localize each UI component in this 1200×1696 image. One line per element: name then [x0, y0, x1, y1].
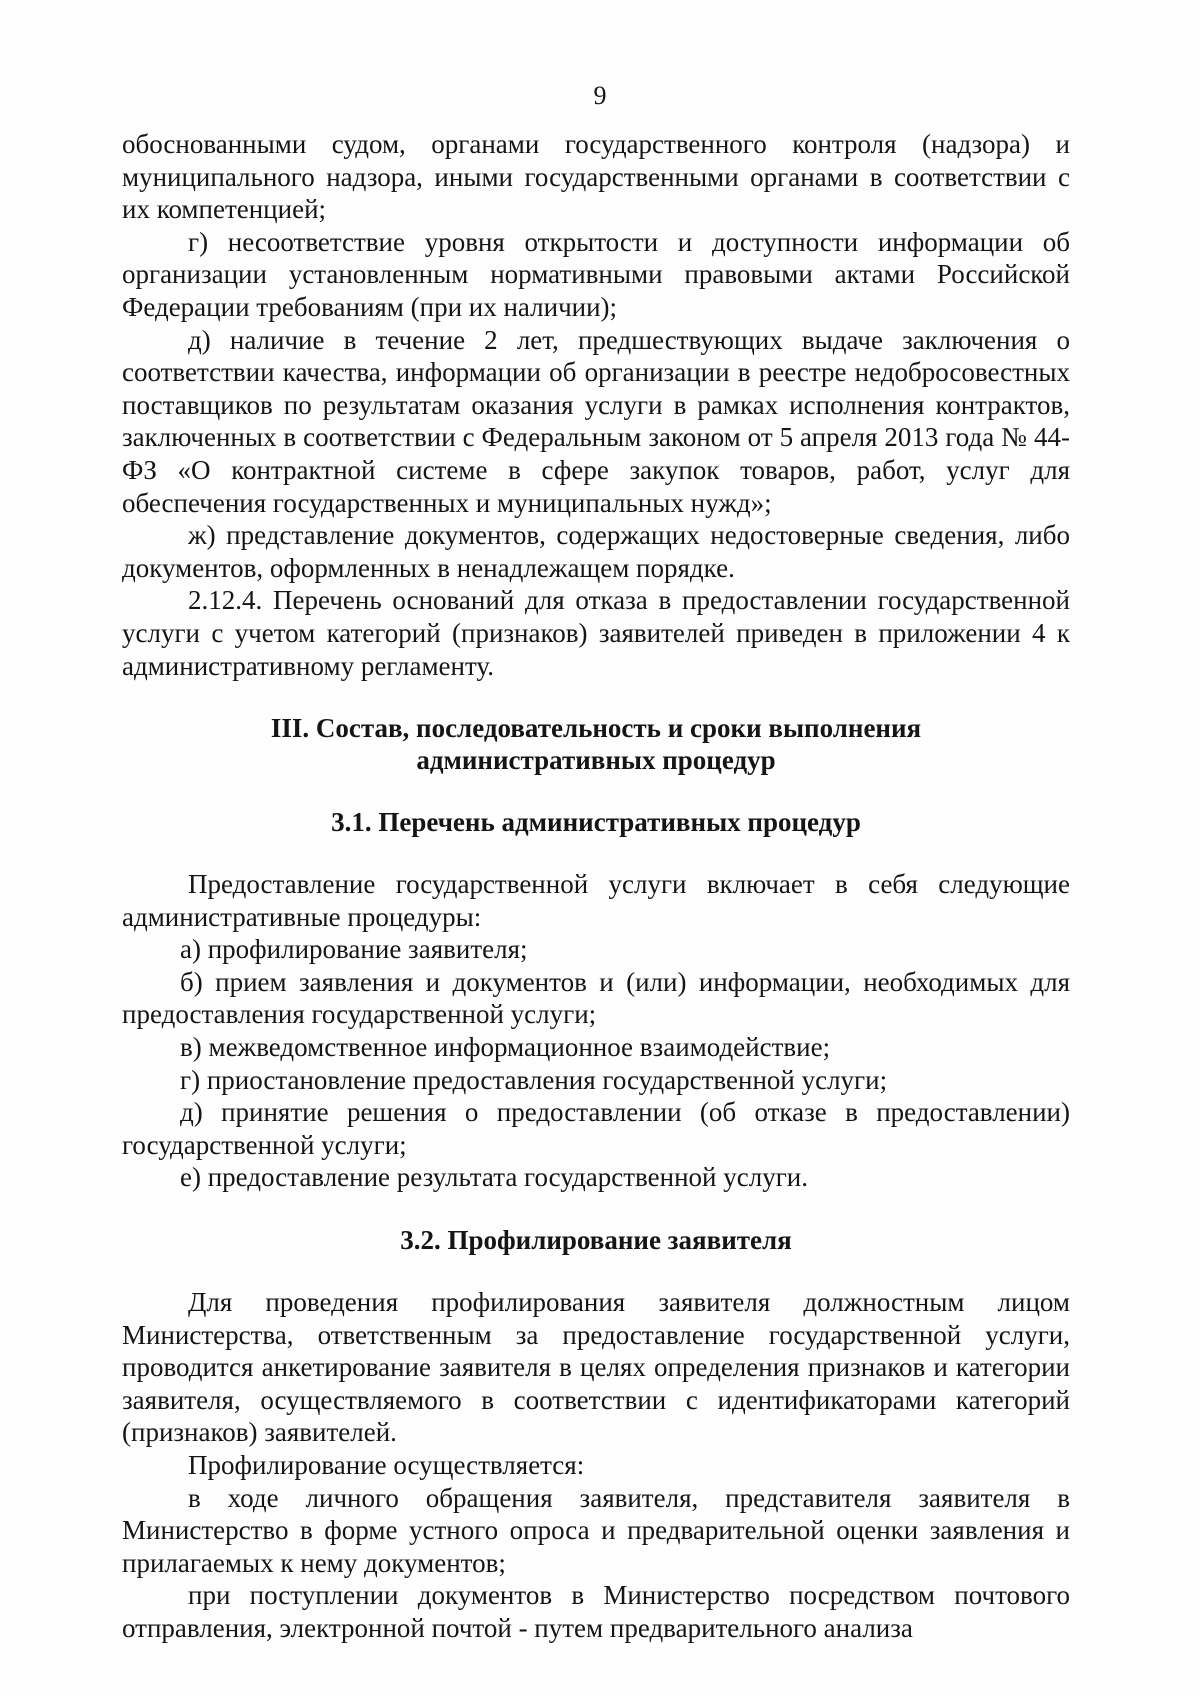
- procedure-item: е) предоставление результата государственной услуги.: [180, 1162, 808, 1193]
- procedure-item: в) межведомственное информационное взаимодействие;: [180, 1032, 831, 1063]
- paragraph-item-g: г) несоответствие уровня открытости и доступности информации об организации установленным нормативными правовыми актами Российской Федерации требованиям (при их наличии);: [122, 226, 1070, 322]
- section-3-heading: [122, 712, 1070, 776]
- section-3-2-heading: 3.2. Профилирование заявителя: [400, 1225, 792, 1256]
- document-body: [122, 128, 1070, 1645]
- profiling-paragraph: Профилирование осуществляется:: [188, 1450, 585, 1480]
- profiling-paragraph: в ходе личного обращения заявителя, представителя заявителя в Министерство в форме устного опроса и предварительной оценки заявления и прилагаемых к нему документов;: [122, 1482, 1070, 1578]
- page-number: 9: [593, 81, 607, 110]
- section-3-1-heading: 3.1. Перечень административных процедур: [331, 807, 861, 838]
- paragraph-continuation: обоснованными судом, органами государственного контроля (надзора) и муниципального надзора, иными государственными органами в соответствии с их компетенцией;: [122, 129, 1070, 225]
- paragraph-2-12-4: 2.12.4. Перечень оснований для отказа в предоставлении государственной услуги с учетом категорий (признаков) заявителей приведен в приложении 4 к административному регламенту.: [122, 585, 1070, 681]
- section-3-heading-line2: административных процедур: [416, 745, 776, 776]
- paragraph-item-d: д) наличие в течение 2 лет, предшествующих выдаче заключения о соответствии качества, информации об организации в реестре недобросовестных поставщиков по результатам оказания услуги в рамках исполнения контрактов, заключенных в соответствии с Федеральным законом от 5 апреля 2013 года № 44-ФЗ «О контрактной системе в сфере закупок товаров, работ, услуг для обеспечения государственных и муниципальных нужд»;: [122, 324, 1070, 518]
- procedure-item: б) прием заявления и документов и (или) информации, необходимых для предоставления государственной услуги;: [122, 966, 1070, 1030]
- procedure-item: д) принятие решения о предоставлении (об отказе в предоставлении) государственной услуги;: [122, 1097, 1070, 1160]
- section-3-heading-line1: III. Состав, последовательность и сроки выполнения: [270, 713, 922, 744]
- procedure-item: а) профилирование заявителя;: [180, 934, 528, 965]
- paragraph-item-zh: ж) представление документов, содержащих недостоверные сведения, либо документов, оформленных в ненадлежащем порядке.: [122, 520, 1070, 583]
- profiling-paragraph: Для проведения профилирования заявителя должностным лицом Министерства, ответственным за предоставление государственной услуги, проводится анкетирование заявителя в целях определения признаков и категории заявителя, осуществляемого в соответствии с идентификаторами категорий (признаков) заявителей.: [122, 1287, 1070, 1448]
- profiling-paragraph: при поступлении документов в Министерство посредством почтового отправления, электронной почтой - путем предварительного анализа: [122, 1580, 1070, 1643]
- procedure-item: г) приостановление предоставления государственной услуги;: [180, 1064, 888, 1095]
- section-3-1-intro: Предоставление государственной услуги включает в себя следующие административные процедуры:: [122, 869, 1070, 932]
